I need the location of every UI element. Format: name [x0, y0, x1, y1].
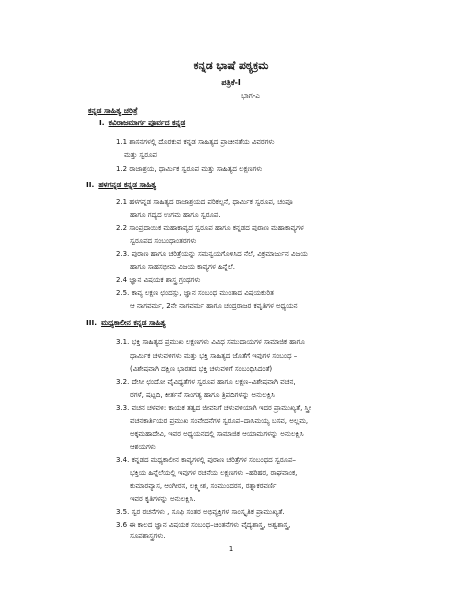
section-heading: [86, 318, 166, 327]
section-heading: [86, 180, 156, 189]
section-line: 2.5. ಕಾವ್ಯ ಲಕ್ಷಣ ಛಂದಸ್ಸು, ಜ್ಞಾನ ಸಂಬಂಧ ಮುಂತಾದ ವಿಷಯಕುರಿತ: [116, 289, 274, 297]
section-line: 2.1 ಹಳಗನ್ನಡ ಸಾಹಿತ್ಯದ ರಾಜಾಶ್ರಯದ ಪರಿಕಲ್ಪನೆ, ಧಾರ್ಮಿಕ ಸ್ವರೂಪ, ಚಂಪೂ: [116, 198, 293, 206]
section-line: ಆಶಯಗಳು: [130, 443, 156, 451]
section-line: ಹಾಗೂ ಸಾಹಸಭೀಮ ವಿಜಯ ಕಾವ್ಯಗಳ ಹಿನ್ನೆಲೆ.: [130, 263, 235, 271]
section-line: 3.2. ದೇಸೀ ಛಂದೋ ವೈವಿಧ್ಯತೆಗಳ ಸ್ವರೂಪ ಹಾಗೂ ಲಕ್ಷಣ–ವಿಶೇಷವಾಗಿ ವಚನ,: [116, 378, 296, 386]
section-number: II.: [86, 180, 95, 189]
section-line: ಧಾರ್ಮಿಕ ಚಳುವಳಿಗಳು ಮತ್ತು ಭಕ್ತಿ ಸಾಹಿತ್ಯದ ಜೊತೆಗೆ ಇವುಗಳ ಸಂಬಂಧ –: [130, 352, 298, 360]
paper-label: ಪತ್ರಿಕೆ-I: [221, 78, 241, 87]
section-line: 2.2 ಸಾಂಪ್ರದಾಯಿಕ ಮಹಾಕಾವ್ಯದ ಸ್ವರೂಪ ಹಾಗೂ ಕನ್ನಡದ ಪುರಾಣ ಮಹಾಕಾವ್ಯಗಳ: [116, 224, 304, 232]
section-line: 3.6 ಈ ಕಾಲದ ಜ್ಞಾನ ವಿಷಯಕ ಸಂಬಂಧ–ಚಿಂತನೆಗಳು ವೈದ್ಯಶಾಸ್ತ್ರ, ಅಶ್ವಶಾಸ್ತ್ರ,: [116, 521, 291, 529]
section-number: I.: [99, 118, 105, 127]
section-line: ಆ ನಾಗವರ್ಮ, 2ನೇ ನಾಗವರ್ಮ ಹಾಗೂ ಚಂದ್ರರಾಜರ ಕವೃತಿಗಳ ಅಧ್ಯಯನ: [130, 302, 298, 310]
section-line: ಸ್ವರೂಪದ ಸಂಬಂಧಾಂತರಗಳು: [130, 237, 197, 245]
section-label: ಹಳಗನ್ನಡ ಕನ್ನಡ ಸಾಹಿತ್ಯ: [98, 180, 157, 189]
section-line: ಅಕ್ಕಮಹಾದೇವಿ, ಇವರ ಅಧ್ಯಯನದಲ್ಲಿ ಸಾಮಾಜಿಕ ಆಯಾಮಗಳನ್ನು ಅನುಲಕ್ಷಿಸಿ: [130, 430, 304, 438]
section-line: 3.3. ವಚನ ಚಳವಳಿ: ಕಾಯಕ ತತ್ವದ ಜೀವನಿಗೆ ಚಳುವಳಿಯಾಗಿ ಇದರ ಪ್ರಾಮುಖ್ಯತೆ, ಸ್ತ್ರೀ: [116, 404, 312, 412]
section-line: ಹಾಗೂ ಗದ್ಯದ ಉಗಮ ಹಾಗೂ ಸ್ವರೂಪ.: [130, 211, 221, 219]
section-line: ಕುಮಾರವ್ಯಾಸ, ಆಂಗೀರಸ, ಲಕ್ಷ್ಮೀಶ, ಸಂಮುಂದರಸ, ರತ್ನಾಕರವರ್ಣಿ: [130, 482, 277, 490]
section-line: ರಗಳೆ, ಷಟ್ಪದಿ, ಕೀರ್ತನೆ ಸಾಂಗತ್ಯ ಹಾಗೂ ತ್ರಿಪದಿಗಳನ್ನು ಅನುಲಕ್ಷಿಸಿ: [130, 391, 275, 399]
section-line: (ವಿಶೇಷವಾಗಿ ದಕ್ಷಿಣ ಭಾರತದ ಭಕ್ತಿ ಚಳುವಳಿಗೆ ಸಂಬಂಧಿಸಿದಂತೆ): [130, 365, 273, 373]
section-line: 1.1 ಶಾಸನಗಳಲ್ಲಿ ದೊರಕುವ ಕನ್ನಡ ಸಾಹಿತ್ಯದ ಪ್ರಾಚೀನತೆಯ ವಿವರಗಳು: [116, 138, 275, 146]
section-label: ಮಧ್ಯಕಾಲೀನ ಕನ್ನಡ ಸಾಹಿತ್ಯ: [101, 318, 166, 327]
section-line: ವಚನಕಾರ್ತಿಯರ ಪ್ರಮುಖ ಸಂವೇದನೆಗಳ ಸ್ವರೂಪ–ದಾಸಿಮಯ್ಯ ಬಸವ, ಅಲ್ಲಮ,: [130, 417, 309, 425]
syllabus-title: ಕನ್ನಡ ಭಾಷೆ ಪಠ್ಯಕ್ರಮ: [193, 59, 269, 72]
section-line: 1.2 ರಾಜಾಶ್ರಯ, ಧಾರ್ಮಿಕ ಸ್ವರೂಪ ಮತ್ತು ಸಾಹಿತ್ಯದ ಲಕ್ಷಣಗಳು: [116, 165, 263, 173]
section-line: 3.1. ಭಕ್ತಿ ಸಾಹಿತ್ಯದ ಪ್ರಮುಖ ಲಕ್ಷಣಗಳು ವಿವಿಧ ಸಮುದಾಯಗಳ ಸಾಮಾಜಿಕ ಹಾಗೂ: [116, 338, 305, 346]
section-line: 2.3. ಪುರಾಣ ಹಾಗೂ ಚರಿತ್ರೆಯನ್ನು ಸಮನ್ವಯಗೊಳಿಸಿದ ನೆಲೆ, ವಿಕ್ರಮಾರ್ಜುನ ವಿಜಯ: [116, 250, 308, 258]
section-line: 3.5. ಸ್ವರ ರಚನೆಗಳು , ಸೂಫಿ ಸಂತರ ಅಭಿವ್ಯಕ್ತಿಗಳ ಸಾಂಸ್ಕೃತಿಕ ಪ್ರಾಮುಖ್ಯತೆ.: [116, 508, 285, 516]
section-number: III.: [86, 318, 98, 327]
main-heading: ಕನ್ನಡ ಸಾಹಿತ್ಯ ಚರಿತ್ರೆ: [88, 106, 138, 115]
part-label: ಭಾಗ-ಎ: [241, 91, 261, 100]
section-line: ಇವರ ಕೃತಿಗಳನ್ನು ಅನುಲಕ್ಷಿಸಿ.: [130, 495, 196, 503]
section-line: ಮತ್ತು ಸ್ವರೂಪ: [124, 151, 158, 159]
section-line: 2.4 ಜ್ಞಾನ ವಿಷಯಕ ಶಾಸ್ತ್ರ ಗ್ರಂಥಗಳು: [116, 276, 201, 284]
section-line: ಭಕ್ತಿಯ ಹಿನ್ನೆಲೆಯಲ್ಲಿ ಇವುಗಳ ರಚನೆಯ ಲಕ್ಷಣಗಳು –ಹರಿಹರ, ರಾಘವಾಂಕ,: [130, 469, 298, 477]
page-number: 1: [228, 545, 234, 553]
section-line: 3.4. ಕನ್ನಡದ ಮಧ್ಯಕಾಲೀನ ಕಾವ್ಯಗಳಲ್ಲಿ ಪುರಾಣ ಚರಿತ್ರೆಗಳ ಸಂಬಂಧದ ಸ್ವರೂಪ–: [116, 456, 297, 464]
section-label: ಕವಿರಾಜಮಾರ್ಗ ಪೂರ್ವದ ಕನ್ನಡ: [108, 118, 186, 127]
section-line: ಸೂಪಶಾಸ್ತ್ರಗಳು.: [130, 532, 166, 540]
section-heading: [99, 118, 185, 127]
